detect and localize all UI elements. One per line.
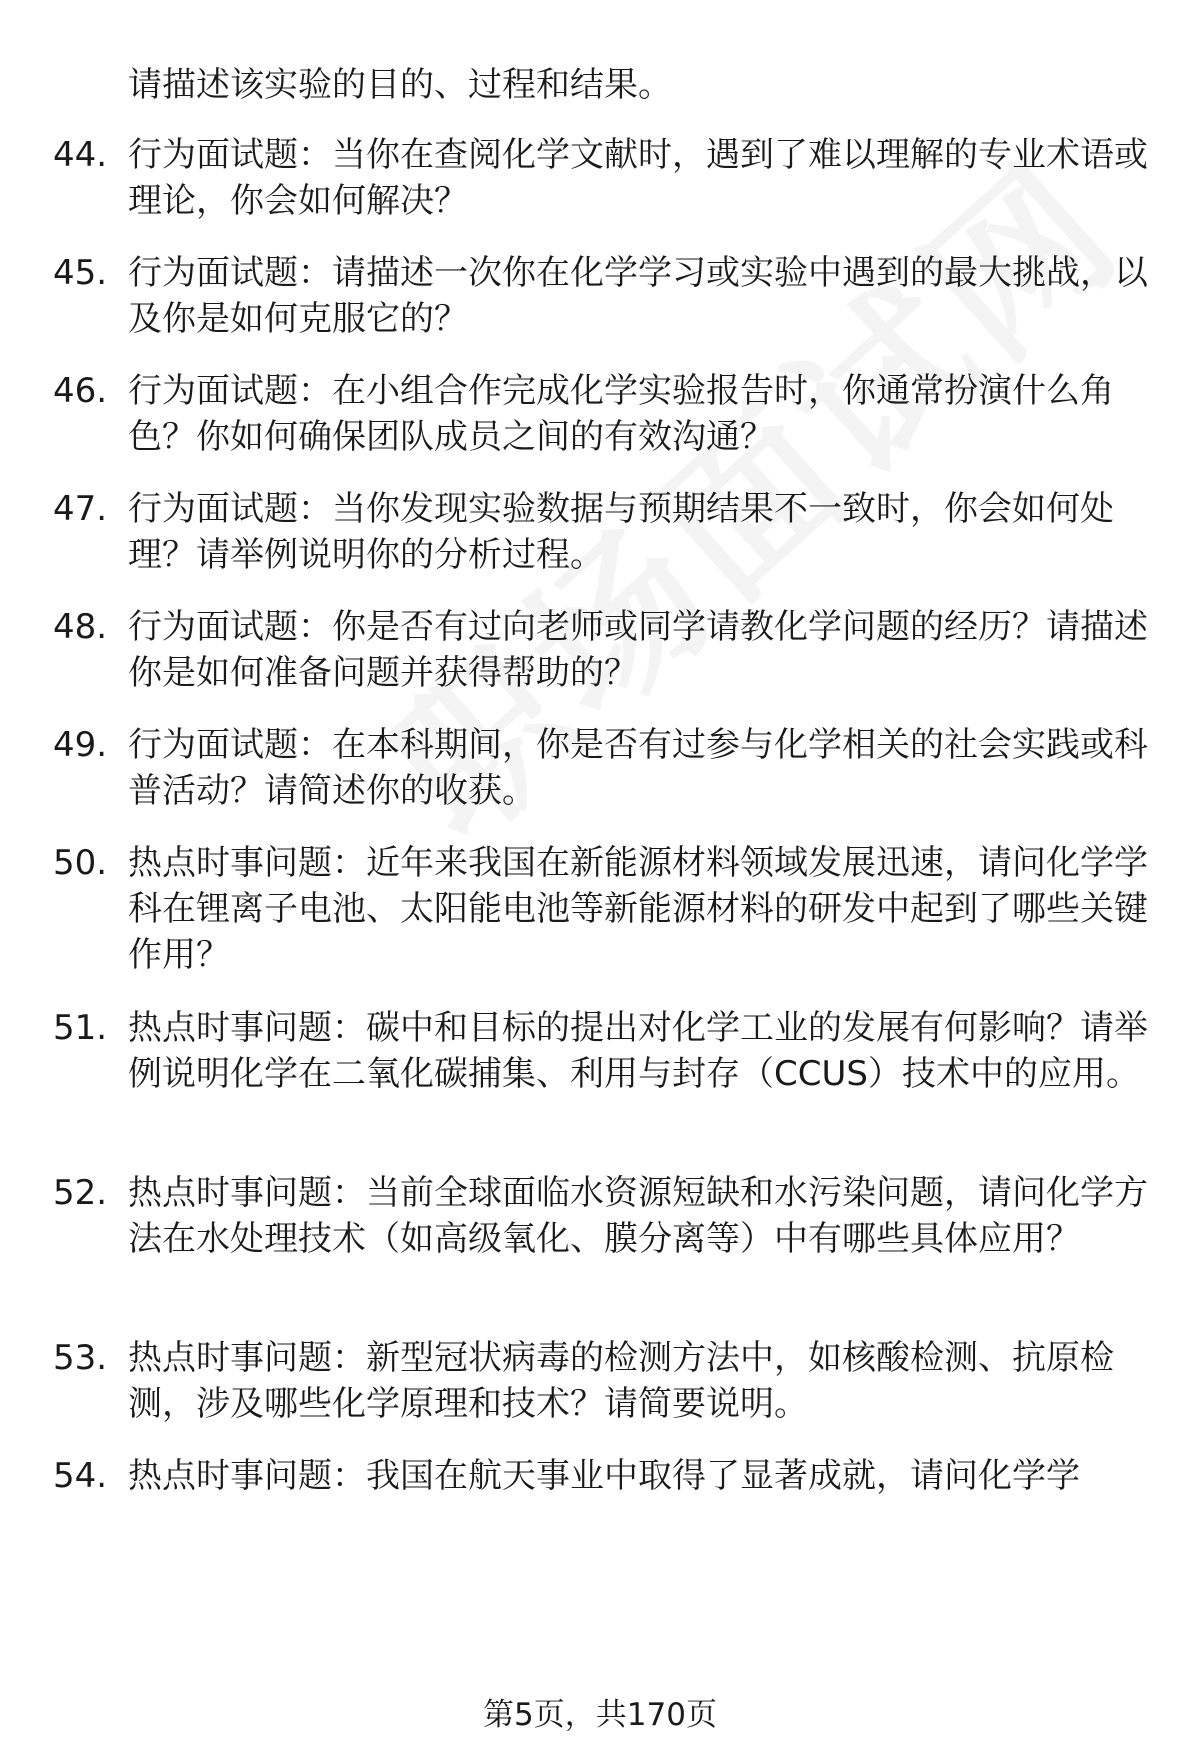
question-number: 52.	[53, 1173, 108, 1213]
question-text: 热点时事问题：碳中和目标的提出对化学工业的发展有何影响？请举例说明化学在二氧化碳捕集、利用与封存（CCUS）技术中的应用。	[128, 1008, 1148, 1094]
question-text: 热点时事问题：我国在航天事业中取得了显著成就，请问化学学	[128, 1456, 1080, 1496]
page-number-footer: 第5页，共170页	[483, 1697, 717, 1733]
question-text: 行为面试题：在本科期间，你是否有过参与化学相关的社会实践或科普活动？请简述你的收获。	[128, 725, 1148, 811]
question-text: 热点时事问题：新型冠状病毒的检测方法中，如核酸检测、抗原检测，涉及哪些化学原理和技术？请简要说明。	[128, 1338, 1114, 1424]
question-text: 行为面试题：你是否有过向老师或同学请教化学问题的经历？请描述你是如何准备问题并获得帮助的？	[128, 607, 1148, 693]
question-number: 49.	[53, 725, 108, 765]
question-number: 54.	[53, 1456, 108, 1496]
question-number: 46.	[53, 371, 108, 411]
question-number: 47.	[53, 489, 108, 529]
question-number: 50.	[53, 843, 108, 883]
question-text: 热点时事问题：当前全球面临水资源短缺和水污染问题，请问化学方法在水处理技术（如高级氧化、膜分离等）中有哪些具体应用？	[128, 1173, 1148, 1259]
question-text: 行为面试题：请描述一次你在化学学习或实验中遇到的最大挑战，以及你是如何克服它的？	[128, 253, 1148, 339]
question-text: 行为面试题：当你在查阅化学文献时，遇到了难以理解的专业术语或理论，你会如何解决？	[128, 135, 1148, 221]
question-text: 行为面试题：在小组合作完成化学实验报告时，你通常扮演什么角色？你如何确保团队成员之间的有效沟通？	[128, 371, 1114, 457]
question-number: 45.	[53, 253, 108, 293]
question-number: 44.	[53, 135, 108, 175]
question-number: 51.	[53, 1008, 108, 1048]
question-text: 行为面试题：当你发现实验数据与预期结果不一致时，你会如何处理？请举例说明你的分析过程。	[128, 489, 1114, 575]
question-number: 53.	[53, 1338, 108, 1378]
continuation-text: 请描述该实验的目的、过程和结果。	[128, 65, 672, 105]
question-number: 48.	[53, 607, 108, 647]
question-text: 热点时事问题：近年来我国在新能源材料领域发展迅速，请问化学学科在锂离子电池、太阳能电池等新能源材料的研发中起到了哪些关键作用？	[128, 843, 1148, 975]
